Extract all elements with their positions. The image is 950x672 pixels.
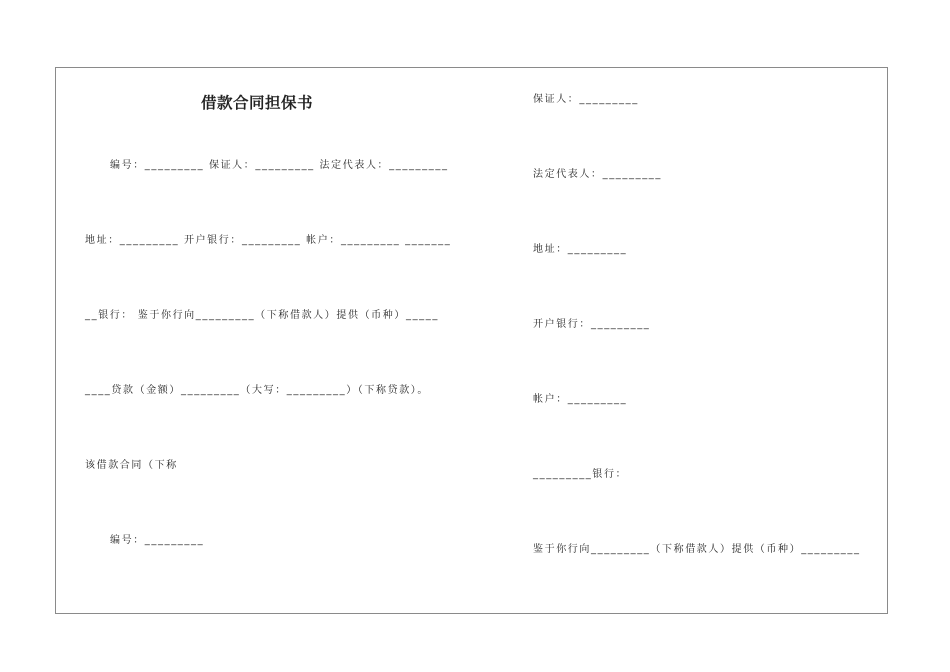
left-line-address-bank-account: 地址：_________ 开户银行：_________ 帐户：_________ _______ bbox=[85, 235, 452, 246]
right-line-loan-currency: 鉴于你行向_________（下称借款人）提供（币种）_________ bbox=[533, 544, 861, 555]
left-line-loan-amount: ____贷款（金额）_________（大写：_________）（下称贷款）。 bbox=[85, 385, 429, 396]
left-line-bank-loan-currency: __银行： 鉴于你行向_________（下称借款人）提供（币种）_____ bbox=[85, 310, 439, 321]
left-line-loan-contract: 该借款合同（下称 bbox=[85, 460, 178, 471]
left-line-number-guarantor-representative: 编号：_________ 保证人：_________ 法定代表人：_________ bbox=[110, 160, 449, 171]
left-line-contract-number: 编号：_________ bbox=[110, 535, 205, 546]
right-line-opening-bank: 开户银行：_________ bbox=[533, 319, 651, 330]
right-line-account: 帐户：_________ bbox=[533, 394, 628, 405]
document-title: 借款合同担保书 bbox=[201, 94, 314, 112]
right-line-address: 地址：_________ bbox=[533, 244, 628, 255]
right-line-guarantor: 保证人：_________ bbox=[533, 94, 639, 105]
right-line-bank: _________银行： bbox=[533, 469, 628, 480]
right-line-legal-representative: 法定代表人：_________ bbox=[533, 169, 662, 180]
document-page bbox=[55, 67, 888, 614]
